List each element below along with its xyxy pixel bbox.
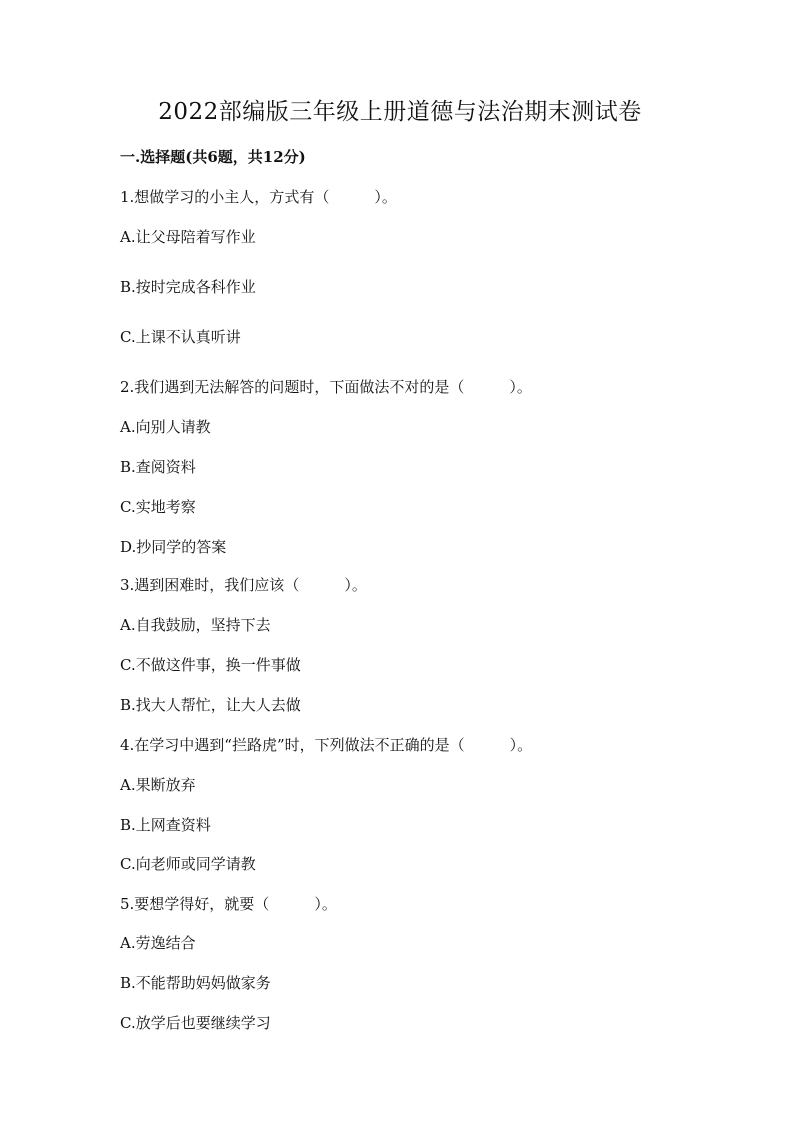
question-2-stem: 2.我们遇到无法解答的问题时，下面做法不对的是（ ）。 <box>120 378 532 396</box>
question-5-stem: 5.要想学得好，就要（ ）。 <box>120 895 337 913</box>
question-3-option-b: B.找大人帮忙，让大人去做 <box>120 696 301 714</box>
question-2-option-d: D.抄同学的答案 <box>120 538 227 556</box>
question-4-stem: 4.在学习中遇到“拦路虎”时，下列做法不正确的是（ ）。 <box>120 736 533 754</box>
question-1-option-a: A.让父母陪着写作业 <box>120 228 256 246</box>
question-3-option-c: C.不做这件事，换一件事做 <box>120 656 301 674</box>
question-1-option-c: C.上课不认真听讲 <box>120 328 241 346</box>
question-5-option-a: A.劳逸结合 <box>120 934 196 952</box>
question-3-stem: 3.遇到困难时，我们应该（ ）。 <box>120 576 367 594</box>
question-2-option-c: C.实地考察 <box>120 498 196 516</box>
question-4-option-b: B.上网查资料 <box>120 816 211 834</box>
question-1-stem: 1.想做学习的小主人，方式有（ ）。 <box>120 188 397 206</box>
question-2-option-b: B.查阅资料 <box>120 458 196 476</box>
question-3-option-a: A.自我鼓励，坚持下去 <box>120 616 271 634</box>
question-4-option-a: A.果断放弃 <box>120 776 196 794</box>
question-5-option-c: C.放学后也要继续学习 <box>120 1014 271 1032</box>
question-4-option-c: C.向老师或同学请教 <box>120 855 256 873</box>
question-5-option-b: B.不能帮助妈妈做家务 <box>120 974 271 992</box>
question-2-option-a: A.向别人请教 <box>120 418 211 436</box>
section-heading: 一.选择题(共6题，共12分) <box>120 148 306 166</box>
question-1-option-b: B.按时完成各科作业 <box>120 278 256 296</box>
page-title: 2022部编版三年级上册道德与法治期末测试卷 <box>158 99 642 125</box>
